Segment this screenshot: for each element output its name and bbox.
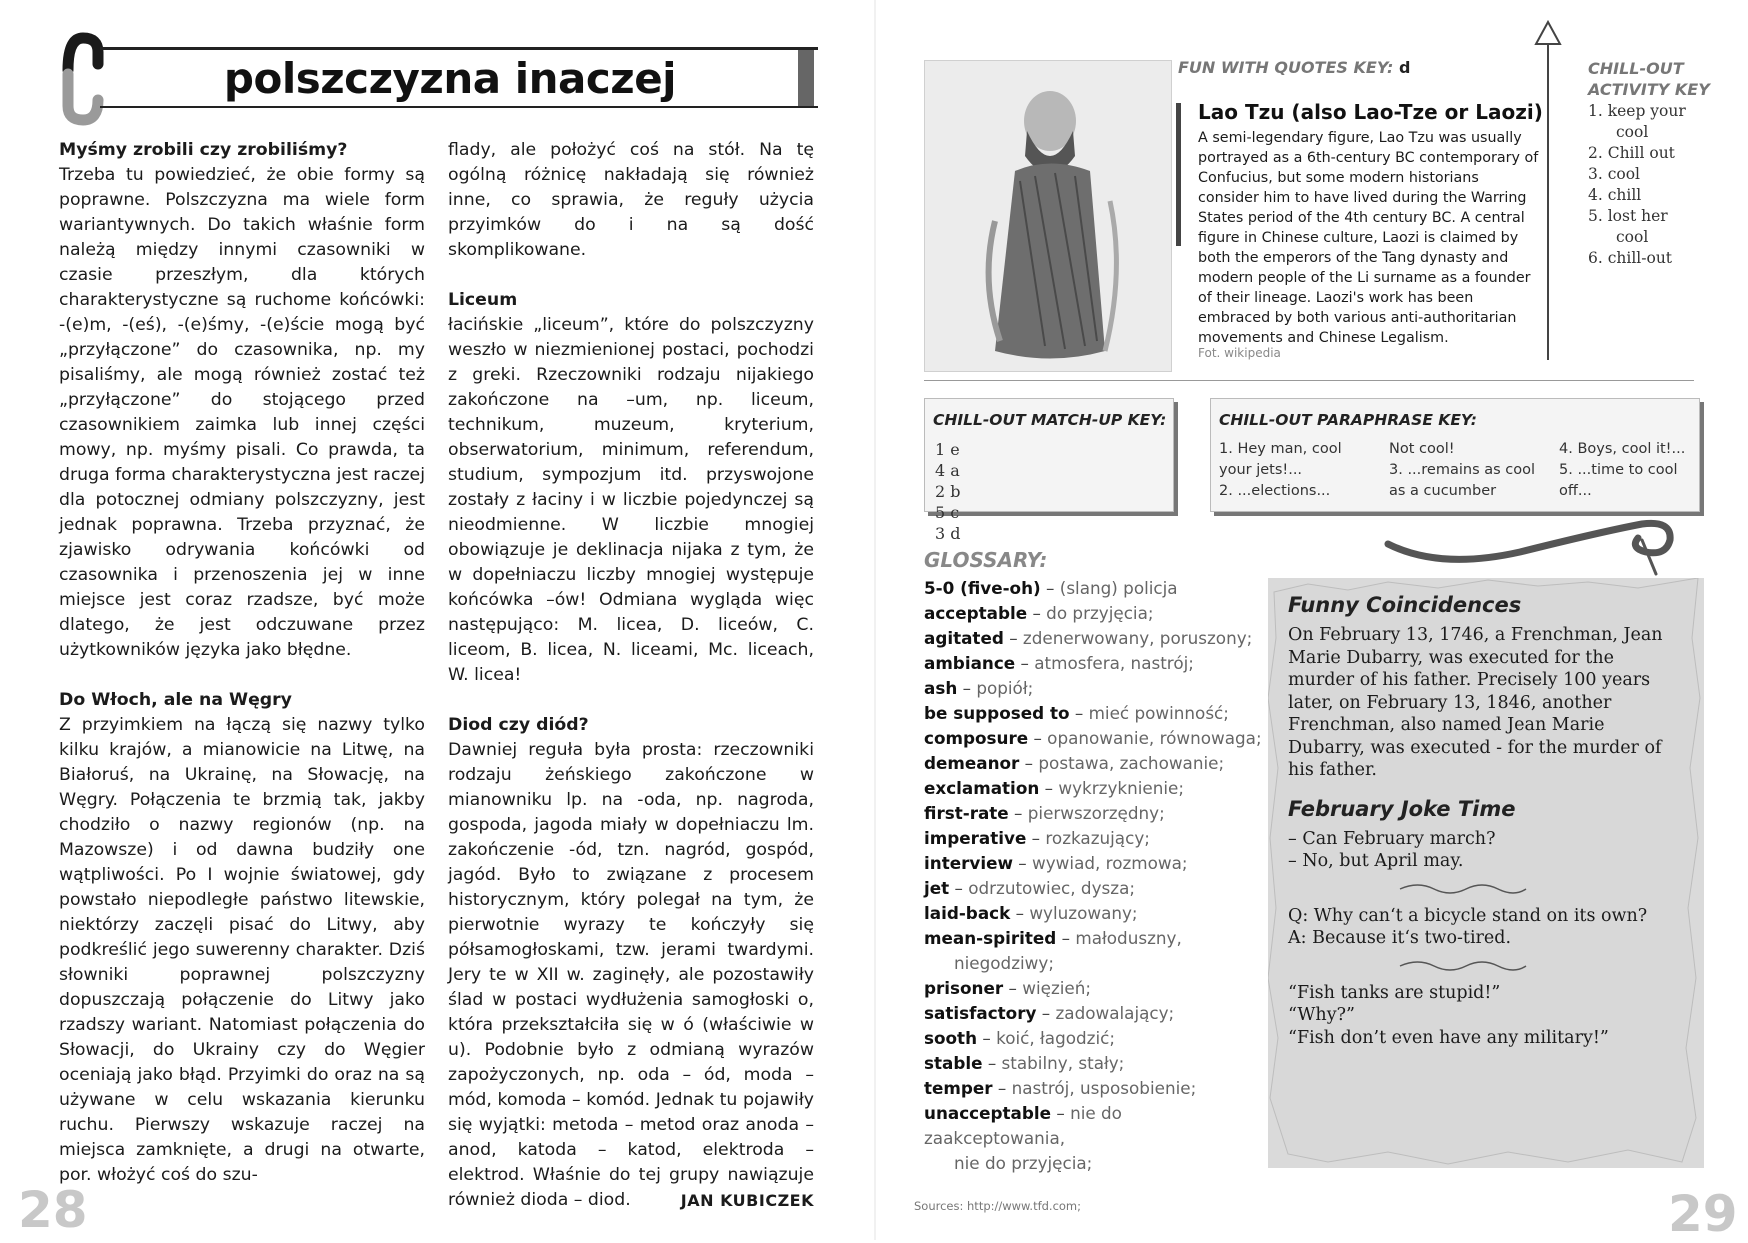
joke3-line3: “Fish don’t even have any military!”: [1288, 1027, 1609, 1048]
match-up-key-grid: [935, 439, 1155, 565]
glossary-term: interview: [924, 853, 1013, 873]
page-gutter: [874, 0, 876, 1240]
glossary-term: acceptable: [924, 603, 1028, 623]
glossary-entry: satisfactory – zadowalający;: [924, 1003, 1175, 1023]
decorative-swirl-icon: [1380, 508, 1680, 578]
page-number-left: 28: [18, 1181, 88, 1239]
glossary-definition: mieć powinność;: [1088, 703, 1229, 723]
paraphrase-line: 5. ...time to cool: [1559, 462, 1678, 478]
list-item: 1. keep your: [1588, 102, 1686, 120]
paraphrase-line: 3. ...remains as cool: [1389, 462, 1536, 478]
glossary-term: stable: [924, 1053, 983, 1073]
glossary-term: exclamation: [924, 778, 1040, 798]
paraphrase-line: 1. Hey man, cool: [1219, 441, 1342, 457]
list-item-continuation: cool: [1616, 228, 1649, 246]
paragraph-diod: [448, 738, 814, 1213]
match-cell: 4 a: [935, 461, 960, 480]
glossary-entry: temper – nastrój, usposobienie;: [924, 1078, 1197, 1098]
paraphrase-column-3: [1559, 439, 1685, 502]
glossary-term: unacceptable: [924, 1103, 1051, 1123]
glossary-entry: imperative – rozkazujący;: [924, 828, 1150, 848]
photo-credit: Fot. wikipedia: [1198, 346, 1281, 360]
glossary-definition: koić, łagodzić;: [996, 1028, 1115, 1048]
glossary-definition: postawa, zachowanie;: [1038, 753, 1225, 773]
glossary-entry: ash – popiół;: [924, 678, 1034, 698]
article-column-1: [59, 138, 425, 1188]
glossary-definition: małoduszny,: [1075, 928, 1182, 948]
joke1-question: – Can February march?: [1288, 828, 1496, 849]
funny-coincidences-text: On February 13, 1746, a Frenchman, Jean Marie Dubarry, was executed for the murder of his father. Precisely 100 years later, on February 13, 1846, another Frenchman, also named Jean Marie Dubarry, was executed - for the murder of his father.: [1288, 625, 1663, 780]
glossary-term: imperative: [924, 828, 1027, 848]
glossary-entry: exclamation – wykrzyknienie;: [924, 778, 1184, 798]
paragraph-do-wloch: Z przyimkiem na łączą się nazwy tylko kilku krajów, a mianowicie na Litwę, na Białoruś, na Ukrainę, na Słowację, na Węgry. Połączenia te brzmią tak, jakby chodziło o nazwy regionów (np. na Mazowsze) i od dawna budziły one wątpliwości. Po I wojnie światowej, gdy powstało niepodległe państwo litewskie, niektórzy zaczęli pisać do Litwy, aby podkreślić jego suwerenny charakter. Dziś słowniki poprawnej polszczyzny dopuszczają połączenie do Litwy jako rzadszy wariant. Natomiast połączenia do Słowacji, do Ukrainy czy do Węgier oceniają jako błąd. Przyimki do oraz na są używane w celu wskazania kierunku ruchu. Pierwszy wskazuje raczej na miejsca zamknięte, a drugi na otwarte, por. włożyć coś do szu-: [59, 715, 425, 1185]
joke2-question: Q: Why can‘t a bicycle stand on its own?: [1288, 905, 1648, 926]
paraphrase-line: Not cool!: [1389, 441, 1455, 457]
joke2-answer: A: Because it‘s two-tired.: [1288, 928, 1512, 948]
glossary-entry: be supposed to – mieć powinność;: [924, 703, 1229, 723]
paraphrase-column-1: [1219, 439, 1342, 502]
february-joke-heading: February Joke Time: [1288, 796, 1516, 821]
glossary-entry: ambiance – atmosfera, nastrój;: [924, 653, 1194, 673]
joke1-answer: – No, but April may.: [1288, 851, 1464, 871]
paragraph-continuation: flady, ale położyć coś na stół. Na tę ogólną różnicę nakładają się również inne, co sprawia, że reguły użycia przyimków do i na są dość skomplikowane.: [448, 140, 814, 260]
author-name: JAN KUBICZEK: [680, 1191, 814, 1210]
list-item: 6. chill-out: [1588, 249, 1673, 267]
glossary-continuation: niegodziwy;: [954, 953, 1054, 973]
glossary-term: sooth: [924, 1028, 978, 1048]
glossary-definition: (slang) policja: [1059, 578, 1178, 598]
heading-liceum: Liceum: [448, 290, 518, 310]
paraphrase-column-2: [1389, 439, 1535, 502]
page-number-right: 29: [1668, 1185, 1738, 1243]
sources-line: Sources: http://www.tfd.com;: [914, 1199, 1082, 1213]
joke3-line2: “Why?”: [1288, 1005, 1355, 1025]
paraphrase-line: 4. Boys, cool it!...: [1559, 441, 1686, 457]
paragraph-myśmy: Trzeba tu powiedzieć, że obie formy są poprawne. Polszczyzna ma wiele form wariantywnych. Do takich właśnie form należą między innymi czasowniki w czasie przeszłym, dla których charakterystyczne są ruchome końcówki: -(e)m, -(eś), -(e)śmy, -(e)ście mogą być „przyłączone” do czasownika, np. my pisaliśmy, ale mogą również zostać też „przyłączone” do stojącego przed czasownikiem zaimka lub innej części mowy, np. myśmy pisali. Co prawda, ta druga forma charakterystyczna jest raczej dla potocznej odmiany polszczyzny, jest jednak poprawna. Trzeba przyznać, że zjawisko odrywania końcówki od czasownika i przenoszenia jej w inne miejsce jest coraz rzadsze, być może dlatego, że jest odczuwane przez użytkowników języka jako błędne.: [59, 165, 425, 660]
glossary-entry: mean-spirited – małoduszny,: [924, 928, 1182, 948]
glossary-definition: wywiad, rozmowa;: [1032, 853, 1188, 873]
glossary-definition: do przyjęcia;: [1046, 603, 1154, 623]
heading-do-wloch: Do Włoch, ale na Węgry: [59, 690, 292, 710]
glossary-term: satisfactory: [924, 1003, 1037, 1023]
funny-coincidences-heading: Funny Coincidences: [1288, 593, 1522, 617]
glossary-definition: opanowanie, równowaga;: [1047, 728, 1262, 748]
match-up-key-box: [924, 398, 1174, 543]
lao-tzu-accent-bar: [1176, 103, 1181, 246]
glossary-entry: demeanor – postawa, zachowanie;: [924, 753, 1225, 773]
glossary-entry: 5-0 (five-oh) – (slang) policja: [924, 578, 1178, 598]
glossary-definition: nie do zaakceptowania,: [924, 1103, 1122, 1148]
match-cell: 3 d: [935, 524, 961, 543]
chill-title-line1: CHILL-OUT: [1588, 59, 1684, 78]
paraphrase-line: your jets!...: [1219, 462, 1303, 478]
glossary-entry: laid-back – wyluzowany;: [924, 903, 1138, 923]
glossary-definition: więzień;: [1022, 978, 1092, 998]
list-item: 3. cool: [1588, 165, 1641, 183]
fun-with-quotes-key-answer: d: [1399, 58, 1411, 77]
glossary-entry: agitated – zdenerwowany, poruszony;: [924, 628, 1253, 648]
glossary-entry: acceptable – do przyjęcia;: [924, 603, 1154, 623]
lao-tzu-title: Lao Tzu (also Lao-Tze or Laozi): [1198, 100, 1543, 124]
glossary-term: demeanor: [924, 753, 1020, 773]
paraphrase-line: 2. ...elections...: [1219, 483, 1331, 499]
glossary-term: temper: [924, 1078, 993, 1098]
list-item-continuation: cool: [1616, 123, 1649, 141]
glossary-definition: wyluzowany;: [1029, 903, 1138, 923]
lao-tzu-text: A semi-legendary figure, Lao Tzu was usually portrayed as a 6th-century BC contemporary of Confucius, but some modern historians consider him to have lived during the Warring States period of the 4th century BC. A central figure in Chinese culture, Laozi is claimed by both the emperors of the Tang dynasty and modern people of the Li surname as a founder of their lineage. Laozi's work has been embraced by both various anti-authoritarian movements and Chinese Legalism.: [1198, 130, 1539, 346]
glossary-term: 5-0 (five-oh): [924, 578, 1041, 598]
glossary-definition: zdenerwowany, poruszony;: [1022, 628, 1253, 648]
chill-out-activity-key-title: [1588, 58, 1710, 100]
glossary-term: laid-back: [924, 903, 1011, 923]
paragraph-diod-text: Dawniej reguła była prosta: rzeczowniki rodzaju żeńskiego zakończone w mianowniku lp. na -oda, np. nagroda, gospoda, jagoda miały w dopełniaczu lm. zakończenie -ód, tzn. nagród, gospód, jagód. Było to związane z procesem historycznym, który polegał na tym, że pierwotnie wyrazy te kończyły się półsamogłoskami, tzw. jerami twardymi. Jery te w XII w. zaginęły, ale pozostawiły ślad w postaci wydłużenia samogłoski o, która przekształciła się w ó (właściwie w u). Podobnie było z odmianą wyrazów zapożyczonych, np. oda – ód, moda – mód, komoda – komód. Jednak tu pojawiły się wyjątki: metoda – metod oraz anoda – anod, katoda – katod, elektroda – elektrod. Właśnie do tej grupy nawiązuje również dioda – diod.: [448, 740, 814, 1210]
glossary-definition: wykrzyknienie;: [1058, 778, 1184, 798]
list-item: 2. Chill out: [1588, 144, 1675, 162]
joke3-line1: “Fish tanks are stupid!”: [1288, 982, 1501, 1003]
glossary-definition: nastrój, usposobienie;: [1011, 1078, 1197, 1098]
vertical-arrow-icon: [1547, 22, 1549, 360]
paraphrase-key-title: CHILL-OUT PARAPHRASE KEY:: [1219, 411, 1477, 429]
match-cell: 1 e: [935, 440, 960, 459]
glossary-term: be supposed to: [924, 703, 1070, 723]
glossary-term: prisoner: [924, 978, 1004, 998]
glossary-term: composure: [924, 728, 1029, 748]
header-rule-top: [100, 47, 818, 50]
glossary-entry: unacceptable – nie do zaakceptowania,: [924, 1103, 1122, 1148]
glossary-term: first-rate: [924, 803, 1009, 823]
glossary-definition: popiół;: [976, 678, 1034, 698]
glossary-definition: stabilny, stały;: [1001, 1053, 1125, 1073]
chill-out-activity-key-list: [1588, 101, 1686, 269]
match-up-key-title: CHILL-OUT MATCH-UP KEY:: [933, 411, 1167, 429]
section-title: polszczyzna inaczej: [223, 54, 677, 103]
lao-tzu-portrait-image: [924, 60, 1172, 372]
glossary-definition: rozkazujący;: [1045, 828, 1150, 848]
glossary-term: ash: [924, 678, 958, 698]
heading-diod: Diod czy diód?: [448, 715, 589, 735]
glossary-entry: first-rate – pierwszorzędny;: [924, 803, 1165, 823]
glossary-entry: sooth – koić, łagodzić;: [924, 1028, 1115, 1048]
header-accent-block: [798, 50, 814, 106]
glossary-entry: stable – stabilny, stały;: [924, 1053, 1125, 1073]
fun-with-quotes-key-label: FUN WITH QUOTES KEY:: [1178, 58, 1394, 77]
glossary-entry: interview – wywiad, rozmowa;: [924, 853, 1188, 873]
glossary-entry: prisoner – więzień;: [924, 978, 1092, 998]
paraphrase-line: off...: [1559, 483, 1592, 499]
chill-title-line2: ACTIVITY KEY: [1588, 80, 1710, 99]
match-cell: 2 b: [935, 482, 961, 501]
heading-myśmy: Myśmy zrobili czy zrobiliśmy?: [59, 140, 348, 160]
paraphrase-line: as a cucumber: [1389, 483, 1497, 499]
squiggle-divider-icon: [1398, 958, 1528, 974]
paraphrase-key-box: [1210, 398, 1700, 512]
horizontal-divider: [924, 380, 1694, 381]
glossary-term: agitated: [924, 628, 1004, 648]
header-rule-bottom: [100, 106, 818, 108]
funny-note-content: [1288, 592, 1668, 1049]
glossary-entry: composure – opanowanie, równowaga;: [924, 728, 1262, 748]
glossary-title: GLOSSARY:: [924, 548, 1048, 572]
glossary-definition: odrzutowiec, dysza;: [968, 878, 1136, 898]
glossary-term: jet: [924, 878, 950, 898]
glossary-term: ambiance: [924, 653, 1016, 673]
match-cell: 5 c: [935, 503, 960, 522]
article-column-2: [448, 138, 814, 1213]
glossary-definition: pierwszorzędny;: [1027, 803, 1165, 823]
glossary-term: mean-spirited: [924, 928, 1057, 948]
glossary-list: [924, 576, 1264, 1176]
list-item: 4. chill: [1588, 186, 1642, 204]
glossary-definition: atmosfera, nastrój;: [1034, 653, 1194, 673]
list-item: 5. lost her: [1588, 207, 1668, 225]
glossary-definition: zadowalający;: [1055, 1003, 1175, 1023]
glossary-entry: jet – odrzutowiec, dysza;: [924, 878, 1136, 898]
paragraph-liceum: łacińskie „liceum”, które do polszczyzny weszło w niezmienionej postaci, pochodzi z greki. Rzeczowniki rodzaju nijakiego zakończone na –um, np. liceum, technikum, muzeum, kryterium, obserwatorium, minimum, referendum, studium, sympozjum itd. przyswojone zostały z łaciny i w liczbie pojedynczej są nieodmienne. W liczbie mnogiej obowiązuje je deklinacja nijaka z tym, że w dopełniaczu liczby mnogiej występuje końcówka –ów! Odmiana wygląda więc następująco: M. licea, D. liceów, C. liceom, B. licea, N. liceami, Mc. liceach, W. licea!: [448, 315, 814, 685]
fun-with-quotes-key: [1178, 58, 1410, 77]
squiggle-divider-icon: [1398, 881, 1528, 897]
glossary-continuation: nie do przyjęcia;: [954, 1153, 1093, 1173]
